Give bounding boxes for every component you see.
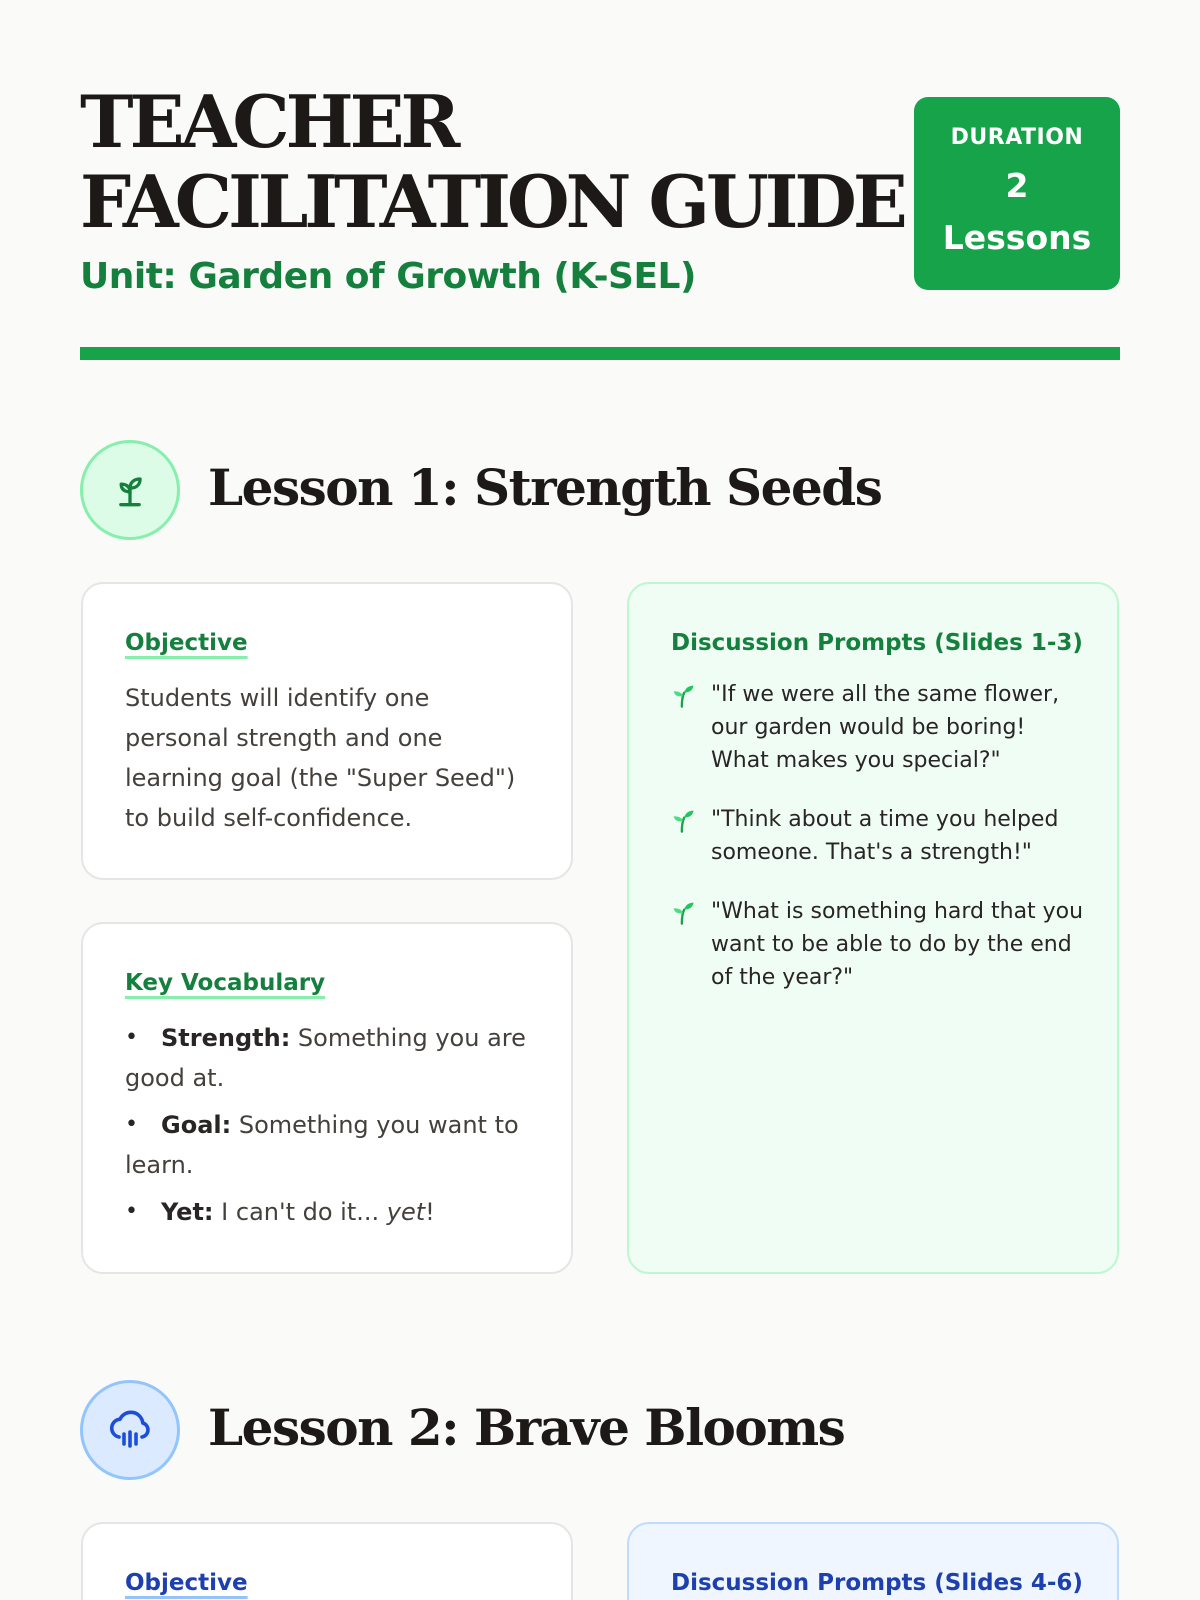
vocab-definition: Something you want to learn. [125, 1111, 519, 1179]
lesson-2-prompts-card [627, 1522, 1119, 1600]
prompt-list [669, 678, 1089, 1020]
lesson-1-prompts-card [627, 582, 1119, 1274]
duration-value [914, 160, 1120, 264]
prompt-item [669, 678, 1089, 777]
sprout-bullet-icon [669, 898, 697, 926]
vocab-definition: Something you are good at. [125, 1024, 526, 1092]
prompts-heading: Discussion Prompts (Slides 4-6) [671, 1570, 1083, 1596]
vocabulary-list [125, 1018, 535, 1239]
title-line-2: FACILITATION GUIDE [80, 159, 904, 244]
cloud-rain-icon [80, 1380, 180, 1480]
header-divider [80, 347, 1120, 360]
vocab-definition-end: ! [425, 1198, 435, 1226]
sprout-icon [80, 440, 180, 540]
vocab-term: Yet: [161, 1198, 214, 1226]
duration-label: DURATION [950, 125, 1084, 150]
vocab-item-strength [125, 1018, 535, 1098]
unit-subtitle: Unit: Garden of Growth (K-SEL) [80, 256, 696, 297]
prompt-text: "If we were all the same flower, our garden would be boring! What makes you special?" [711, 682, 1060, 773]
prompts-heading: Discussion Prompts (Slides 1-3) [671, 630, 1083, 656]
lesson-1-vocabulary-card [81, 922, 573, 1274]
prompt-text: "What is something hard that you want to be able to do by the end of the year?" [711, 899, 1084, 990]
duration-count: 2 [1005, 166, 1029, 205]
prompt-item [669, 803, 1089, 869]
vocab-emphasis: yet [386, 1198, 426, 1226]
duration-unit: Lessons [942, 218, 1092, 257]
lesson-2-objective-card [81, 1522, 573, 1600]
lesson-1-title: Lesson 1: Strength Seeds [208, 458, 882, 517]
lesson-1-objective-card [81, 582, 573, 880]
vocabulary-heading: Key Vocabulary [125, 970, 326, 996]
duration-badge [914, 97, 1120, 290]
prompt-item [669, 895, 1089, 994]
vocab-item-yet [125, 1192, 535, 1232]
objective-heading: Objective [125, 630, 248, 656]
vocab-term: Goal: [161, 1111, 232, 1139]
prompt-text: "Think about a time you helped someone. That's a strength!" [711, 807, 1059, 865]
lesson-2-title: Lesson 2: Brave Blooms [208, 1398, 845, 1457]
objective-heading: Objective [125, 1570, 248, 1596]
objective-text: Students will identify one personal strength and one learning goal (the "Super Seed") to build self-confidence. [125, 684, 516, 832]
vocab-definition: I can't do it... [213, 1198, 387, 1226]
page-title [80, 79, 910, 244]
sprout-bullet-icon [669, 806, 697, 834]
sprout-bullet-icon [669, 681, 697, 709]
vocab-item-goal [125, 1105, 535, 1185]
title-line-1: TEACHER [80, 79, 457, 164]
vocab-term: Strength: [161, 1024, 291, 1052]
